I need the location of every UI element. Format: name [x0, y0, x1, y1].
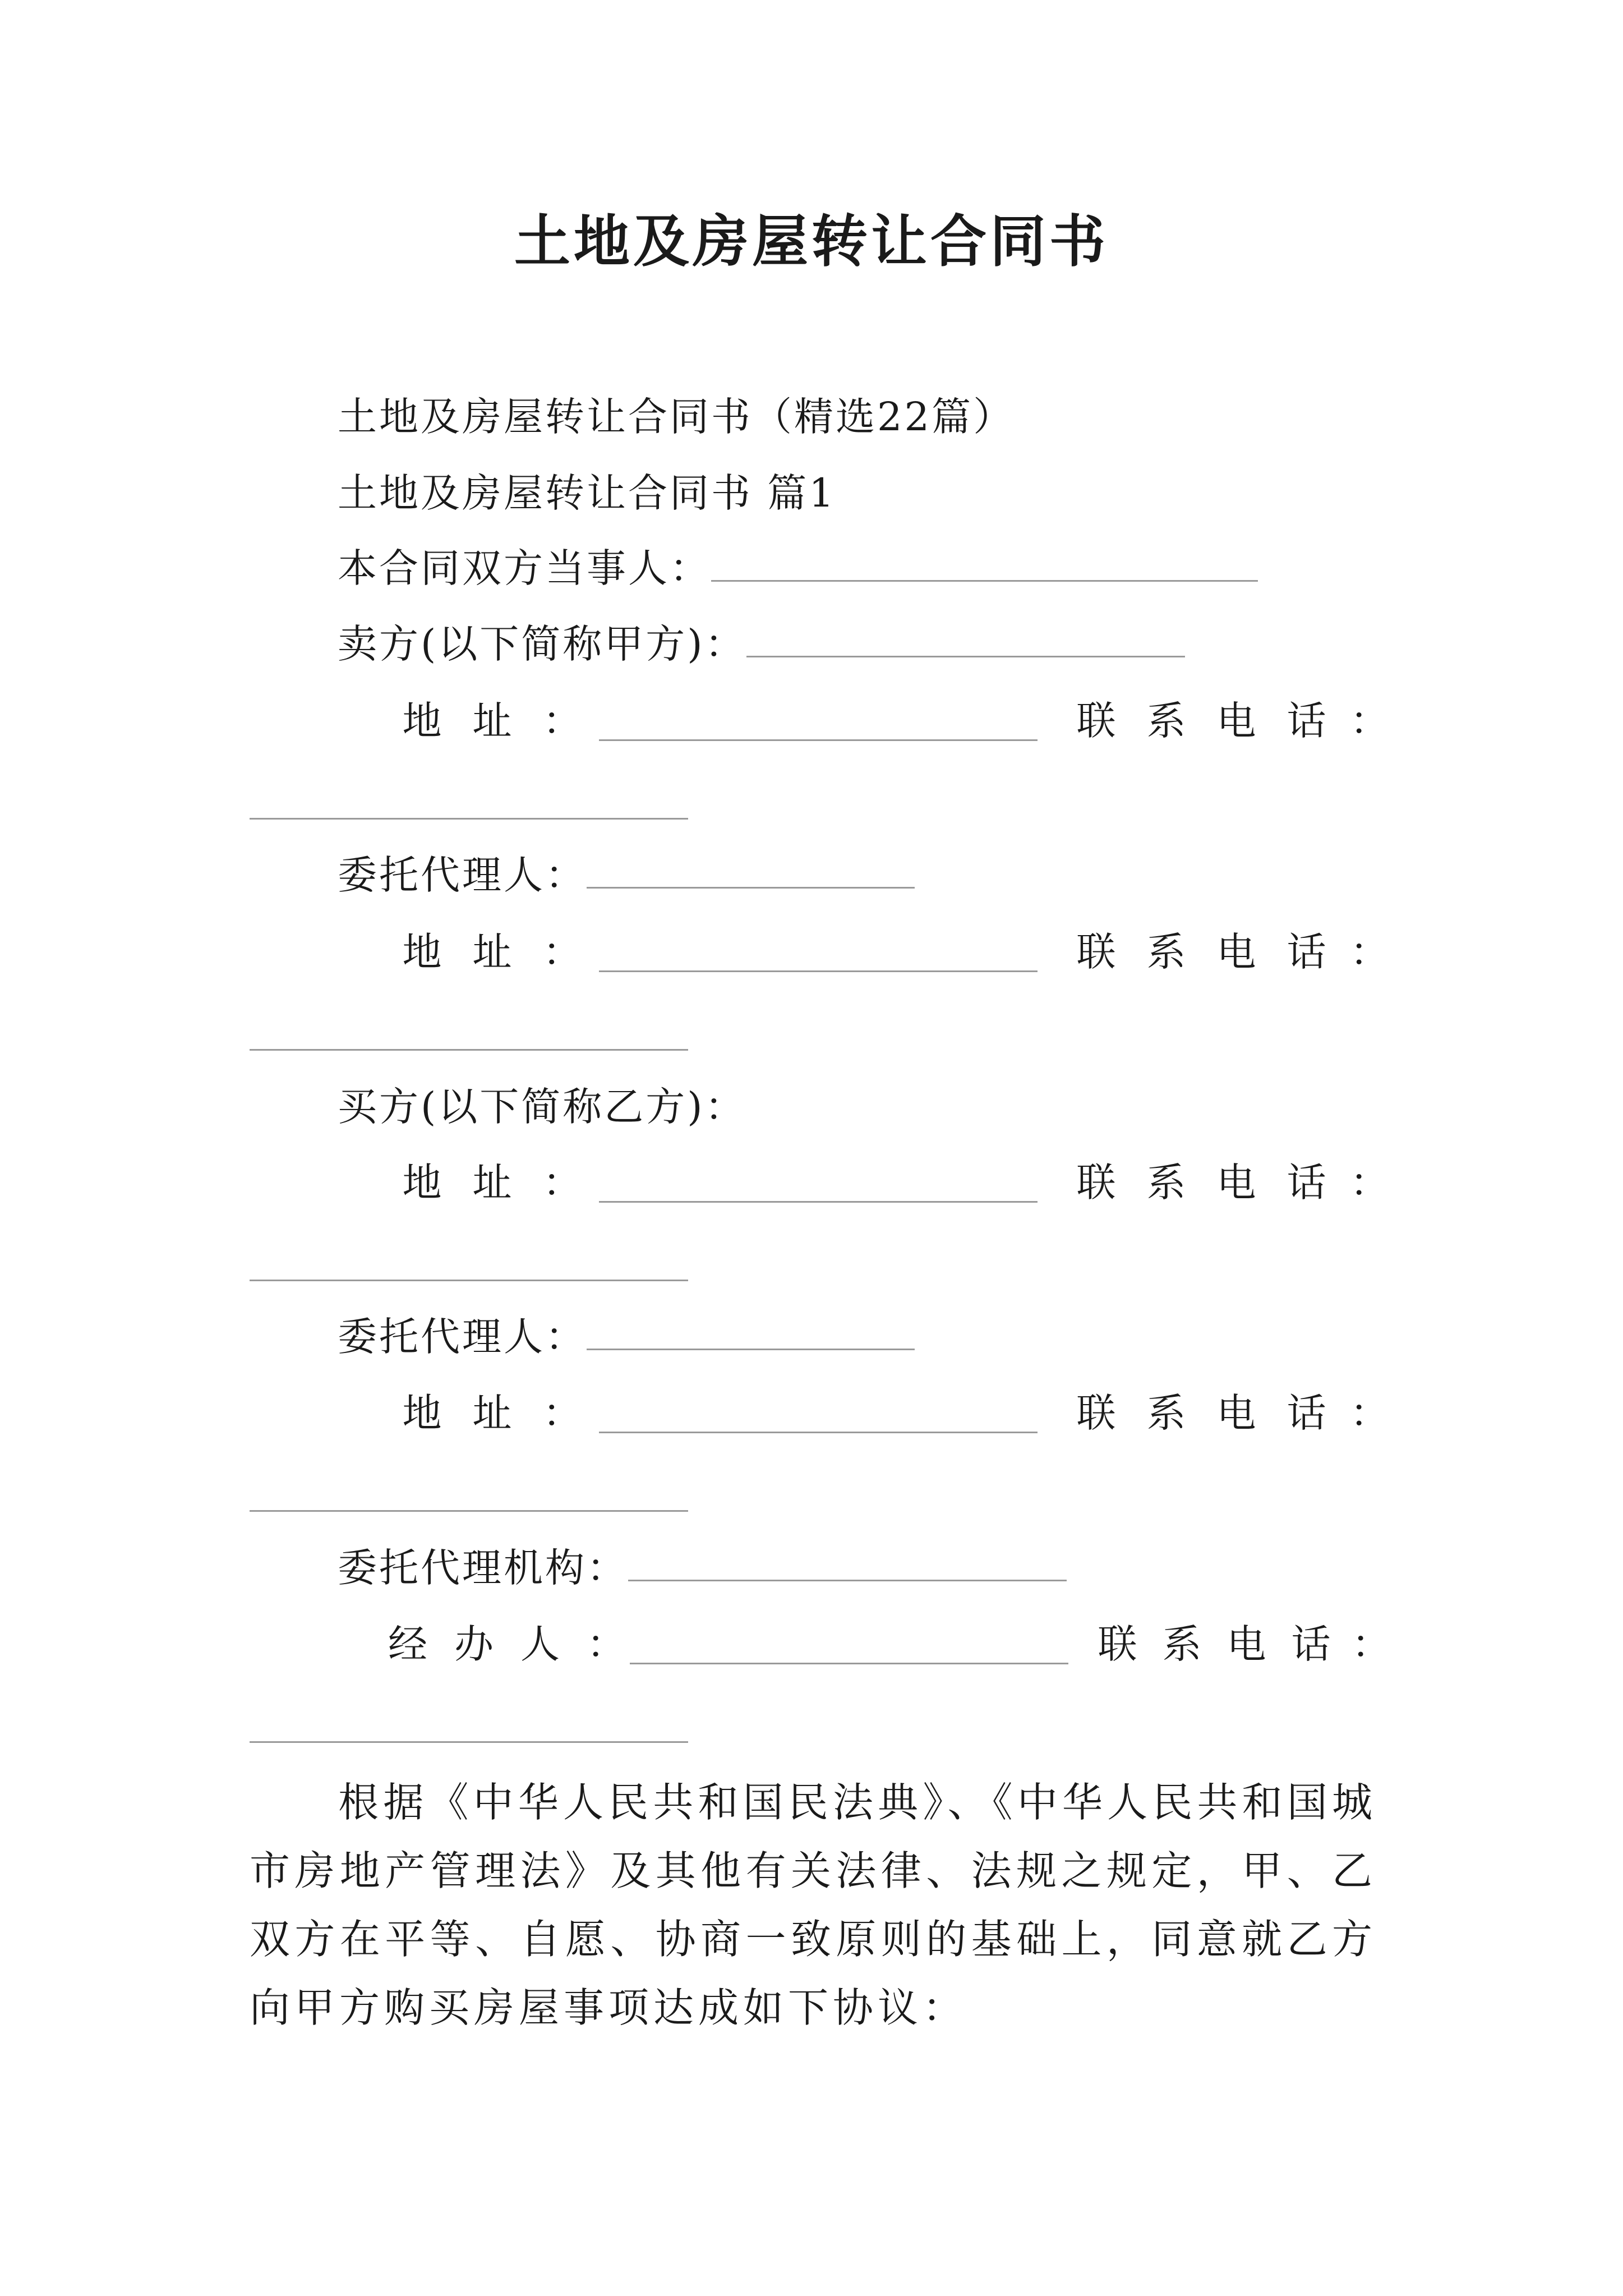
buyer-label: 买方(以下简称乙方)： [338, 1084, 746, 1130]
parties-row [338, 543, 1258, 593]
document-title: 土地及房屋转让合同书 [514, 208, 1109, 274]
phone-label-char: ： [1350, 1390, 1389, 1436]
buyer-agent-phone-label [1061, 1388, 1398, 1438]
buyer-address-blank[interactable] [599, 1201, 1038, 1203]
address-label-char: 址 [472, 1159, 512, 1205]
buyer-agent-label: 委托代理人： [338, 1314, 587, 1360]
phone-label-char: 话 [1291, 1621, 1331, 1667]
handler-label-char: 经 [388, 1621, 427, 1667]
handler-blank[interactable] [630, 1663, 1068, 1664]
buyer-agent-address-blank[interactable] [599, 1432, 1038, 1433]
address-label-char: 地 [402, 929, 442, 975]
handler-phone-blank[interactable] [250, 1741, 688, 1743]
phone-label-char: 话 [1287, 698, 1326, 744]
seller-agent-phone-blank[interactable] [250, 1049, 688, 1051]
phone-label-char: 联 [1098, 1621, 1137, 1667]
buyer-address-row [387, 1157, 597, 1208]
seller-agent-label: 委托代理人： [338, 852, 587, 898]
phone-label-char: 联 [1076, 1390, 1116, 1436]
phone-label-char: 电 [1216, 1159, 1256, 1205]
address-label-char: ： [542, 1390, 582, 1436]
phone-label-char: 系 [1162, 1621, 1202, 1667]
address-label-char: ： [542, 1159, 582, 1205]
phone-label-char: 系 [1146, 1159, 1186, 1205]
intro-paragraph-text: 根据《中华人民共和国民法典》、《中华人民共和国城市房地产管理法》及其他有关法律、法规之规定，甲、乙双方在平等、自愿、协商一致原则的基础上，同意就乙方向甲方购买房屋事项达成如下协议： [250, 1779, 1377, 2031]
seller-phone-label [1061, 696, 1398, 746]
buyer-agent-phone-blank[interactable] [250, 1510, 688, 1512]
seller-agent-blank[interactable] [587, 852, 915, 889]
phone-label-char: 电 [1216, 1390, 1256, 1436]
buyer-agent-blank[interactable] [587, 1314, 915, 1350]
intro-paragraph [250, 1768, 1377, 2042]
agency-label: 委托代理机构： [338, 1545, 628, 1591]
handler-label-char: ： [587, 1621, 626, 1667]
parties-blank[interactable] [711, 545, 1258, 582]
seller-agent-row [338, 850, 915, 900]
seller-row [338, 619, 1185, 669]
handler-row [375, 1619, 639, 1669]
address-label-char: 地 [402, 698, 442, 744]
address-label-char: 址 [472, 698, 512, 744]
phone-label-char: 联 [1076, 698, 1116, 744]
agency-blank[interactable] [628, 1545, 1067, 1581]
seller-agent-address-row [387, 927, 597, 977]
address-label-char: 址 [472, 929, 512, 975]
address-label-char: ： [542, 698, 582, 744]
phone-label-char: ： [1352, 1621, 1391, 1667]
phone-label-char: 电 [1216, 698, 1256, 744]
phone-label-char: 联 [1076, 1159, 1116, 1205]
address-label-char: 地 [402, 1159, 442, 1205]
phone-label-char: 话 [1287, 1159, 1326, 1205]
address-label-char: 址 [472, 1390, 512, 1436]
phone-label-char: 系 [1146, 1390, 1186, 1436]
phone-label-char: 电 [1227, 1621, 1266, 1667]
document-subtitle: 土地及房屋转让合同书（精选22篇） [338, 394, 1015, 440]
seller-phone-blank[interactable] [250, 818, 688, 820]
seller-address-row [387, 696, 597, 746]
phone-label-char: 话 [1287, 929, 1326, 975]
handler-label-char: 人 [520, 1621, 560, 1667]
buyer-agent-address-row [387, 1388, 597, 1438]
parties-label: 本合同双方当事人： [338, 545, 711, 591]
address-label-char: 地 [402, 1390, 442, 1436]
phone-label-char: ： [1350, 1159, 1389, 1205]
phone-label-char: ： [1350, 929, 1389, 975]
buyer-phone-label [1061, 1157, 1398, 1208]
buyer-agent-row [338, 1312, 915, 1362]
seller-agent-phone-label [1061, 927, 1398, 977]
agency-row [338, 1543, 1067, 1593]
phone-label-char: 系 [1146, 698, 1186, 744]
seller-blank[interactable] [746, 621, 1185, 657]
seller-label: 卖方(以下简称甲方)： [338, 621, 746, 667]
buyer-phone-blank[interactable] [250, 1280, 688, 1281]
address-label-char: ： [542, 929, 582, 975]
section-heading: 土地及房屋转让合同书 篇1 [338, 470, 836, 516]
handler-label-char: 办 [454, 1621, 494, 1667]
buyer-row [338, 1082, 746, 1132]
phone-label-char: ： [1350, 698, 1389, 744]
phone-label-char: 话 [1287, 1390, 1326, 1436]
phone-label-char: 联 [1076, 929, 1116, 975]
phone-label-char: 系 [1146, 929, 1186, 975]
seller-address-blank[interactable] [599, 739, 1038, 741]
phone-label-char: 电 [1216, 929, 1256, 975]
handler-phone-label [1085, 1619, 1399, 1669]
seller-agent-address-blank[interactable] [599, 970, 1038, 972]
